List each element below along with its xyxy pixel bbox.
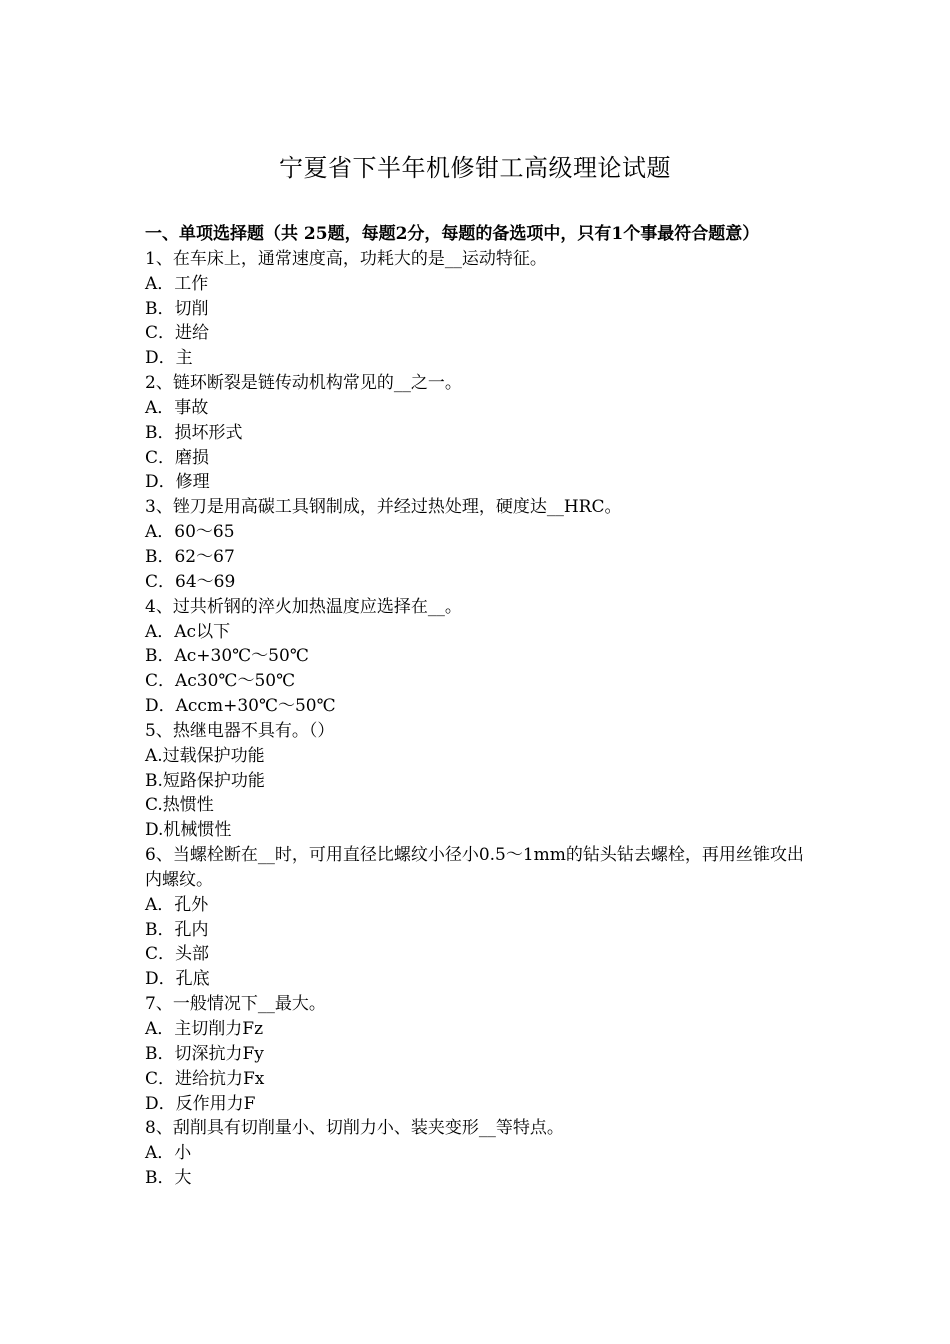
answer-option: C．64～69 [145,571,236,592]
answer-option: C．头部 [145,944,210,965]
answer-option: D.机械惯性 [145,820,232,841]
answer-option: B．大 [145,1168,192,1189]
answer-option: C.热惯性 [145,795,214,816]
answer-option: A．工作 [145,273,209,294]
question-stem: 5、热继电器不具有。（） [145,720,335,741]
answer-option: D．反作用力F [145,1093,256,1114]
answer-option: D．孔底 [145,969,210,990]
document-body [145,222,810,1191]
answer-option: B．孔内 [145,919,209,940]
section-heading: 一、单项选择题（共 25题，每题2分，每题的备选项中，只有1个事最符合题意） [145,224,760,244]
answer-option: B．切深抗力Fy [145,1043,264,1064]
question-stem: 4、过共析钢的淬火加热温度应选择在__。 [145,596,462,617]
answer-option: D．主 [145,348,193,369]
answer-option: D．Accm+30℃～50℃ [145,696,336,717]
answer-option: C．进给 [145,323,210,344]
document-title: 宁夏省下半年机修钳工高级理论试题 [279,154,671,182]
question-stem: 3、锉刀是用高碳工具钢制成，并经过热处理，硬度达__HRC。 [145,497,622,518]
answer-option: D．修理 [145,472,210,493]
answer-option: B．62～67 [145,546,235,567]
question-stem: 2、链环断裂是链传动机构常见的__之一。 [145,373,462,394]
question-stem: 7、一般情况下__最大。 [145,994,326,1015]
answer-option: A．孔外 [145,894,209,915]
answer-option: C．进给抗力Fx [145,1068,265,1089]
answer-option: C．磨损 [145,447,210,468]
answer-option: A．60～65 [145,522,235,543]
answer-option: C．Ac30℃～50℃ [145,671,296,692]
answer-option: A.过载保护功能 [145,745,265,766]
question-stem: 1、在车床上，通常速度高，功耗大的是__运动特征。 [145,248,547,269]
answer-option: A．Ac以下 [145,621,231,642]
answer-option: B．损坏形式 [145,422,243,443]
answer-option: B．Ac+30℃～50℃ [145,646,309,667]
question-list [145,247,810,1191]
answer-option: A．小 [145,1143,192,1164]
question-stem: 8、刮削具有切削量小、切削力小、装夹变形__等特点。 [145,1118,564,1139]
answer-option: B.短路保护功能 [145,770,265,791]
answer-option: A．事故 [145,397,209,418]
answer-option: A．主切削力Fz [145,1019,264,1039]
question-stem: 6、当螺栓断在__时，可用直径比螺纹小径小0.5～1mm的钻头钻去螺栓，再用丝锥攻出内螺纹。 [145,845,804,890]
answer-option: B．切削 [145,298,209,319]
